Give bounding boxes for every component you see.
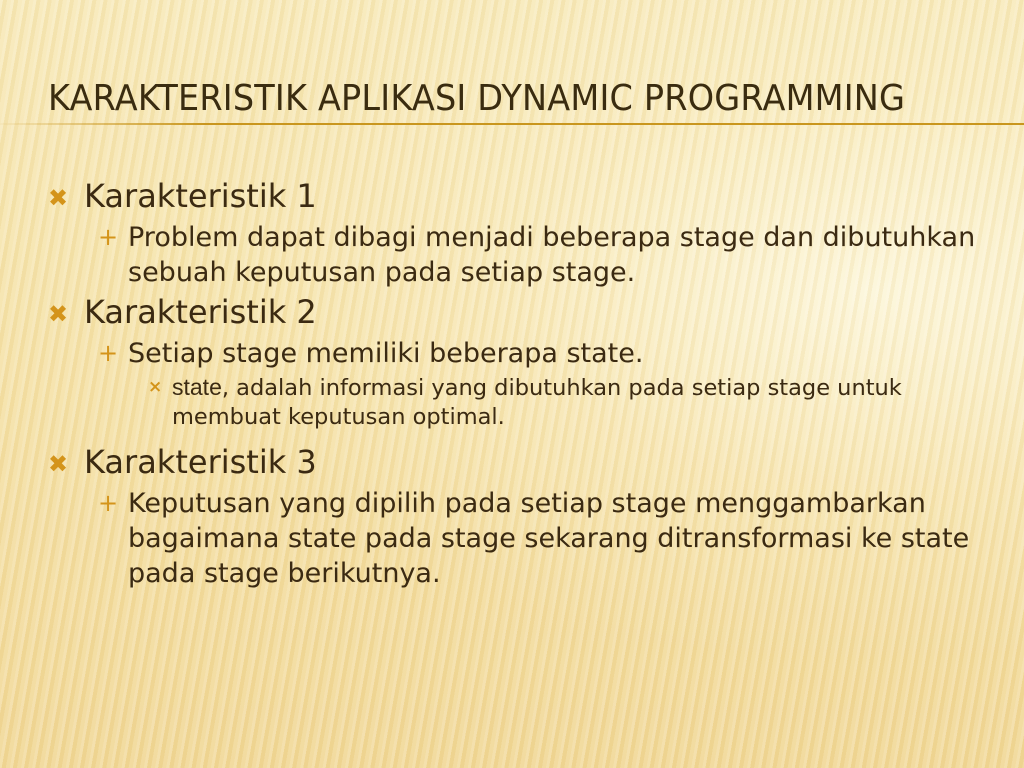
sub-bullet-text: Problem dapat dibagi menjadi beberapa stage dan dibutuhkan sebuah keputusan pada setiap stage. xyxy=(128,222,976,288)
sub-sub-bullet xyxy=(146,373,988,432)
cross-icon: ✖ xyxy=(48,450,69,478)
sub-bullet xyxy=(94,336,988,371)
plus-icon: + xyxy=(98,339,119,367)
title-underline xyxy=(0,123,1024,125)
plus-icon: + xyxy=(98,223,119,251)
sub-sub-bullet-text: , adalah informasi yang dibutuhkan pada setiap stage untuk membuat keputusan optimal. xyxy=(172,375,902,430)
bullet-karakteristik-3 xyxy=(48,442,988,482)
sub-bullet xyxy=(94,220,988,290)
sub-bullet-text: Setiap stage memiliki beberapa state. xyxy=(128,338,644,369)
cross-icon: × xyxy=(148,377,163,397)
cross-icon: ✖ xyxy=(48,184,69,212)
bullet-heading: Karakteristik 1 xyxy=(84,177,317,215)
cross-icon: ✖ xyxy=(48,300,69,328)
slide-content xyxy=(48,176,988,593)
plus-icon: + xyxy=(98,489,119,517)
bullet-karakteristik-1 xyxy=(48,176,988,216)
bullet-heading: Karakteristik 2 xyxy=(84,293,317,331)
bullet-karakteristik-2 xyxy=(48,292,988,332)
sub-bullet-text: Keputusan yang dipilih pada setiap stage menggambarkan bagaimana state pada stage sekarang ditransformasi ke state pada stage berikutnya. xyxy=(128,488,970,589)
slide-title: KARAKTERISTIK APLIKASI DYNAMIC PROGRAMMING xyxy=(48,78,906,119)
sub-bullet xyxy=(94,486,988,591)
term-state: state xyxy=(172,374,222,400)
bullet-heading: Karakteristik 3 xyxy=(84,443,317,481)
